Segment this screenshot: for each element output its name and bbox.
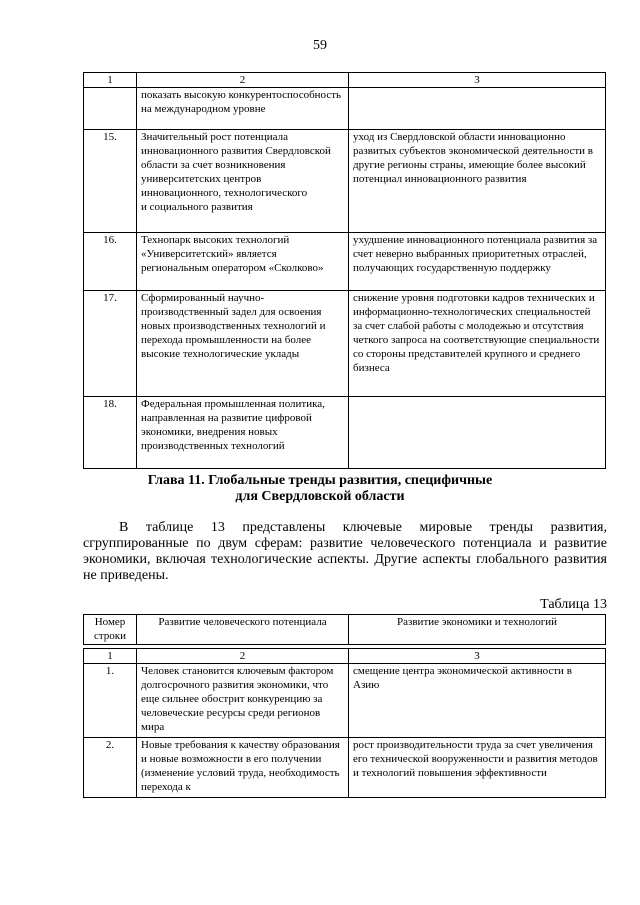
human-potential-cell: Человек становится ключевым фактором долгосрочного развития экономики, что еще сильнее обострит конкуренцию за человеческие ресурсы среди регионов мира	[137, 664, 349, 738]
economy-technology-cell: рост производительности труда за счет увеличения его технической вооруженности и развития методов и технологий повышения эффективности	[349, 738, 606, 798]
page-number: 59	[313, 38, 327, 53]
numbering-cell: 1	[84, 649, 137, 664]
numbering-cell: 2	[137, 649, 349, 664]
opportunity-cell: Федеральная промышленная политика, направленная на развитие цифровой экономики, внедрения новых производственных технологий	[137, 397, 349, 469]
row-number: 15.	[84, 130, 137, 233]
table-header-row	[84, 73, 606, 88]
numbering-cell: 3	[349, 649, 606, 664]
table-row	[84, 664, 606, 738]
opportunity-cell: Значительный рост потенциала инновационного развития Свердловской области за счет возникновения университетских центров инновационного, технологического и социального развития	[137, 130, 349, 233]
row-number: 2.	[84, 738, 137, 798]
row-number: 16.	[84, 233, 137, 291]
table-13-header	[83, 614, 606, 645]
body-paragraph: В таблице 13 представлены ключевые мировые тренды развития, сгруппированные по двум сферам: развитие человеческого потенциала и развитие экономики, включая технологические аспекты. Другие аспекты глобального развития не приведены.	[83, 520, 607, 583]
table-row	[84, 738, 606, 798]
opportunity-cell: показать высокую конкурентоспособность на международном уровне	[137, 88, 349, 130]
threat-cell: уход из Свердловской области инновационно развитых субъектов экономической деятельности в другие регионы страны, имеющие более высокий потенциал инновационного развития	[349, 130, 606, 233]
economy-technology-cell: смещение центра экономической активности в Азию	[349, 664, 606, 738]
threat-cell	[349, 397, 606, 469]
table-row	[84, 88, 606, 130]
table-13	[83, 648, 606, 798]
threat-cell: ухудшение инновационного потенциала развития за счет неверно выбранных приоритетных отраслей, получающих государственную поддержку	[349, 233, 606, 291]
chapter-title-line: Глава 11. Глобальные тренды развития, специфичные	[147, 473, 493, 488]
row-number	[84, 88, 137, 130]
row-number: 18.	[84, 397, 137, 469]
opportunity-cell: Технопарк высоких технологий «Университетский» является региональным оператором «Сколково»	[137, 233, 349, 291]
table-header-row	[84, 615, 606, 645]
header-cell: 2	[137, 73, 349, 88]
table-row	[84, 291, 606, 397]
chapter-title	[100, 473, 540, 505]
threat-cell	[349, 88, 606, 130]
header-cell-human-potential: Развитие человеческого потенциала	[137, 615, 349, 645]
row-number: 17.	[84, 291, 137, 397]
opportunity-cell: Сформированный научно-производственный задел для освоения новых производственных технологий и перехода промышленности на более высокие технологические уклады	[137, 291, 349, 397]
header-cell-economy-technology: Развитие экономики и технологий	[349, 615, 606, 645]
header-cell: 3	[349, 73, 606, 88]
table-continuation	[83, 72, 606, 469]
table-caption: Таблица 13	[540, 597, 607, 612]
threat-cell: снижение уровня подготовки кадров технических и информационно-технологических специальностей за счет слабой работы с молодежью и отсутствия четкого запроса на соответствующие специальности со стороны представителей крупного и среднего бизнеса	[349, 291, 606, 397]
header-cell: 1	[84, 73, 137, 88]
table-row	[84, 130, 606, 233]
chapter-title-line: для Свердловской области	[235, 489, 405, 504]
numbering-row	[84, 649, 606, 664]
human-potential-cell: Новые требования к качеству образования и новые возможности в его получении (изменение условий труда, необходимость перехода к	[137, 738, 349, 798]
table-row	[84, 397, 606, 469]
header-cell-row-number: Номер строки	[84, 615, 137, 645]
row-number: 1.	[84, 664, 137, 738]
table-row	[84, 233, 606, 291]
